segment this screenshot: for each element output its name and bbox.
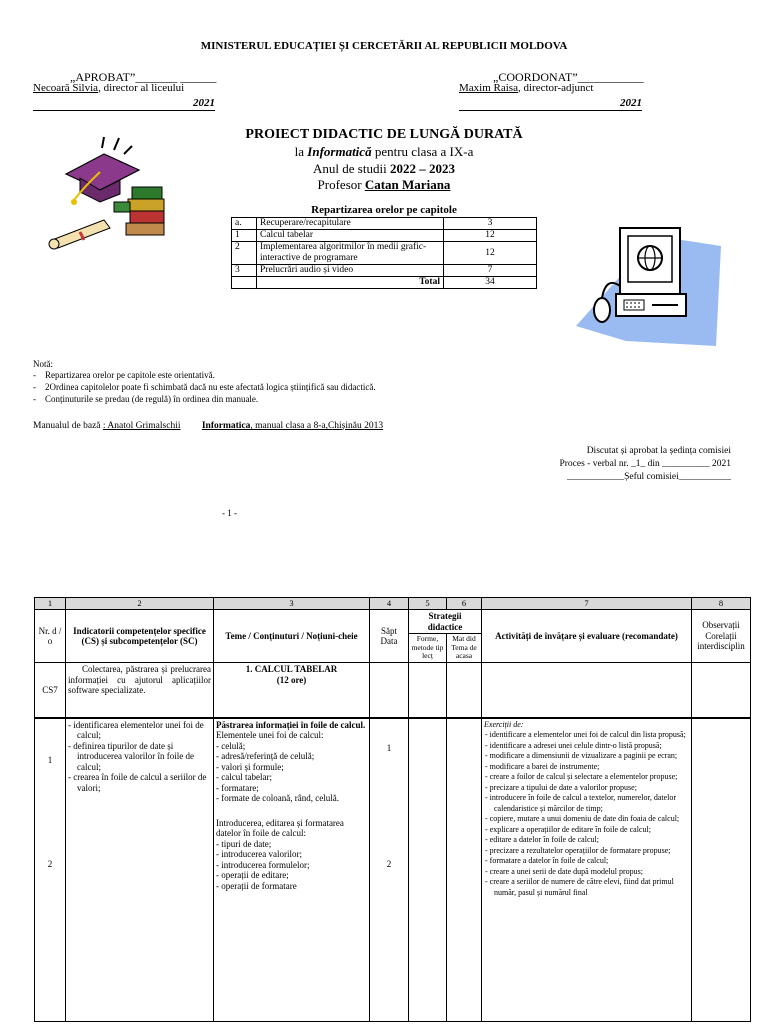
- repartition-row: 1 Calcul tabelar 12: [232, 230, 537, 242]
- project-title: PROIECT DIDACTIC DE LUNGĂ DURATĂ: [245, 127, 523, 142]
- note-item: - 2Ordinea capitolelor poate fi schimbată dacă nu este afectată logica științifică sau didactică.: [33, 382, 376, 392]
- cs-row: [35, 663, 751, 718]
- column-number-row: 1 2 3 4 5 6 7 8: [35, 598, 751, 610]
- discussion-line: Discutat și aprobat la ședința comisiei: [586, 446, 731, 456]
- lesson-themes: Păstrarea informației în foile de calcul. Elementele unei foi de calcul: - celulă; - adresă/referință de celulă; - valori și formule; - calcul tabelar; - formatare; - formate de coloană, rând, celulă. Introducerea, editarea și formatarea datelor în foile de calcul: - tipuri de date; - introducerea valorilor; - introducerea formulelor; - operații de editare; - operații de formatare: [214, 718, 370, 1022]
- coordinated-year: 2021: [459, 97, 642, 111]
- approved-signatory: [33, 82, 184, 94]
- project-year: Anul de studii 2022 – 2023: [313, 161, 455, 176]
- approved-label: „APROBAT”_______ ______: [70, 70, 217, 84]
- project-teacher: Profesor Catan Mariana: [317, 177, 451, 192]
- repartition-row: a. Recuperare/recapitulare 3: [232, 218, 537, 230]
- coordinated-signatory: [459, 82, 594, 94]
- header-strategies: Strategii didactice: [409, 610, 482, 634]
- cs-code: CS7: [35, 663, 66, 718]
- header-competences: Indicatorii competențelor specifice (CS) și subcompetențelor (SC): [66, 610, 214, 663]
- discussion-line: ____________Șeful comisiei___________: [567, 472, 731, 482]
- repartition-row: 3 Prelucrări audio și video 7: [232, 265, 537, 277]
- approved-role: , director al liceului: [98, 82, 185, 94]
- planning-table: [34, 597, 751, 1022]
- coordinated-label: „COORDONAT”___________: [493, 70, 644, 84]
- approved-name: Necoară Silvia: [33, 82, 99, 94]
- graduation-cap-books-icon: [44, 132, 174, 250]
- header-forms: Forme, metode tip lecț: [409, 634, 447, 663]
- header-materials: Mat did Tema de acasa: [447, 634, 482, 663]
- header-week: Săpt Data: [370, 610, 409, 663]
- ministry-title: MINISTERUL EDUCAȚIEI ȘI CERCETĂRII AL REPUBLICII MOLDOVA: [200, 40, 568, 52]
- repartition-table: [231, 217, 537, 289]
- header-nr: Nr. d / o: [35, 610, 66, 663]
- cs-text: Colectarea, păstrarea și prelucrarea informației cu ajutorul aplicațiilor software specializate.: [66, 663, 214, 718]
- lesson-competences: - identificarea elementelor unei foi de calcul; - definirea tipurilor de date și introducerea valorilor în foile de calcul; - crearea în foile de calcul a seriilor de valori;: [66, 718, 214, 1022]
- base-manual: Manualul de bază : Anatol Grimalschii Informatica, manual clasa a 8-a,Chișinău 2013: [33, 421, 384, 431]
- lesson-weeks: 1 2: [370, 718, 409, 1022]
- header-observations: Observații Corelații interdisciplin: [692, 610, 751, 663]
- coordinated-role: , director-adjunct: [517, 82, 594, 94]
- repartition-row: 2 Implementarea algoritmilor în medii grafic-interactive de programare 12: [232, 242, 537, 265]
- note-item: - Conținuturile se predau (de regulă) în ordinea din manuale.: [33, 394, 259, 404]
- discussion-line: Proces - verbal nr. _1_ din __________ 2021: [559, 459, 731, 469]
- table-header-row: [35, 610, 751, 634]
- computer-icon: [566, 206, 726, 356]
- lesson-row: [35, 718, 751, 1022]
- repartition-total-row: Total 34: [232, 277, 537, 289]
- note-heading: Notă:: [33, 359, 53, 369]
- coordinated-name: Maxim Raisa: [459, 82, 518, 94]
- header-themes: Teme / Conținuturi / Noțiuni-cheie: [214, 610, 370, 663]
- header-activities: Activități de învățare și evaluare (recomandate): [482, 610, 692, 663]
- page-number: - 1 -: [222, 508, 237, 518]
- project-subject: la Informatică pentru clasa a IX-a: [294, 144, 474, 159]
- lesson-numbers: 1 2: [35, 718, 66, 1022]
- note-item: - Repartizarea orelor pe capitole este orientativă.: [33, 370, 215, 380]
- chapter-title: 1. CALCUL TABELAR (12 ore): [214, 663, 370, 718]
- lesson-activities: Exerciții de: - identificare a elementelor unei foi de calcul din lista propusă; - identificare a adresei unei celule dintr-o listă propusă; - modificare a dimensiunii de vizualizare a paginii pe ecran; - modificare a barei de instrumente; - creare a foilor de calcul și selectare a elementelor propuse; - precizare a tipului de date a valorilor propuse; - introducere în foile de calcul a textelor, numerelor, datelor calendaristice și mărcilor de timp; - copiere, mutare a unui domeniu de date din foaia de calcul; - explicare a operațiilor de editare în foile de calcul; - editare a datelor în foile de calcul; - precizare a rezultatelor operațiilor de formatare propuse; - formatare a datelor în foile de calcul; - creare a unei serii de date după modelul propus; - creare a seriilor de numere de către elevi, fiind dat primul număr, pasul și numărul final: [482, 718, 692, 1022]
- repartition-title: Repartizarea orelor pe capitole: [311, 204, 457, 216]
- approved-year: 2021: [33, 97, 215, 111]
